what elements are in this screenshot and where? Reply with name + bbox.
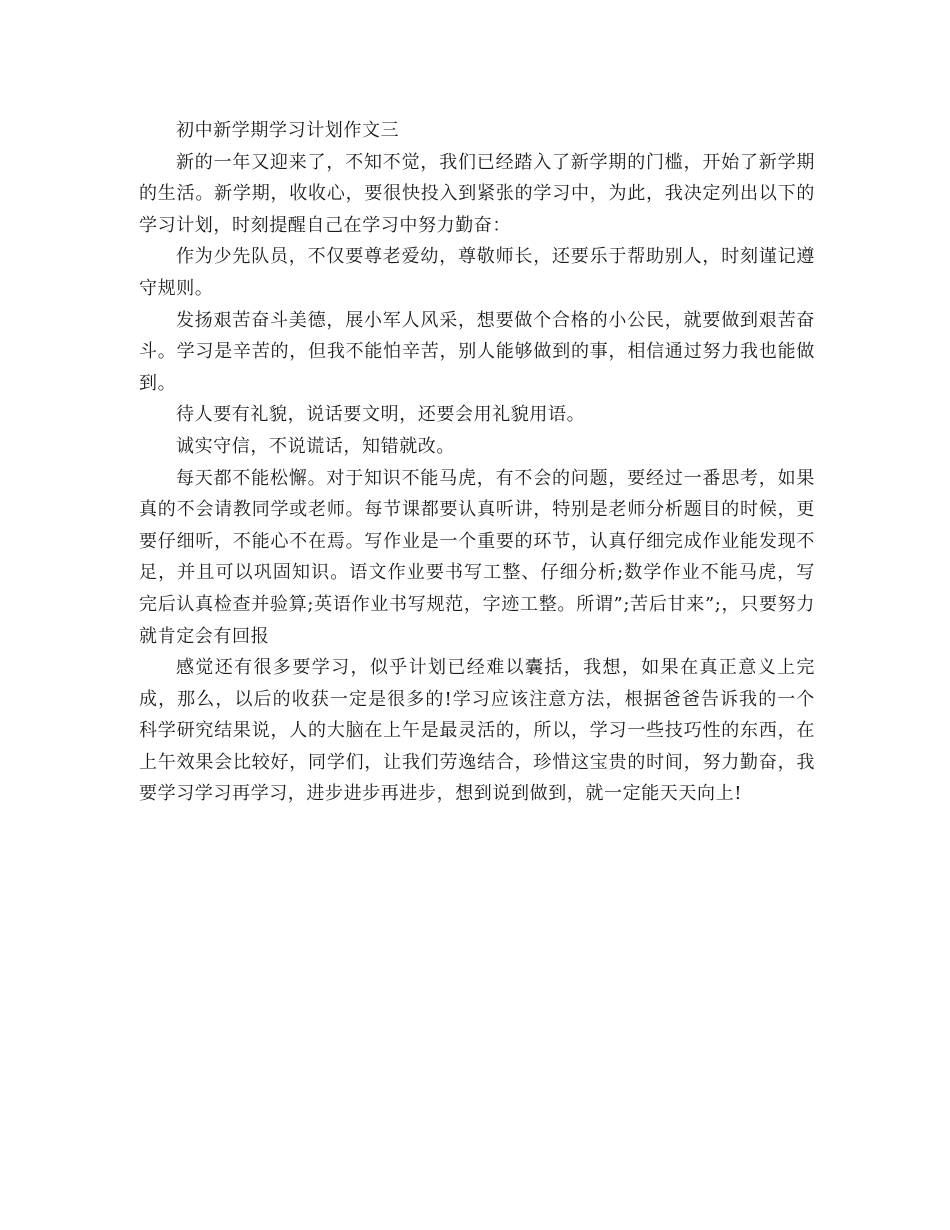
paragraph-4: 待人要有礼貌，说话要文明，还要会用礼貌用语。: [176, 404, 586, 426]
paragraph-6: 每天都不能松懈。对于知识不能马虎，有不会的问题，要经过一番思考，如果真的不会请教同学或老师。每节课都要认真听讲，特别是老师分析题目的时候，更要仔细听，不能心不在焉。写作业是一个重要的环节，认真仔细完成作业能发现不足，并且可以巩固知识。语文作业要书写工整、仔细分析;数学作业不能马虎，写完后认真检查并验算;英语作业书写规范，字迹工整。所谓”;苦后甘来”;，只要努力就肯定会有回报: [139, 467, 815, 647]
document-title: 初中新学期学习计划作文三: [176, 120, 400, 141]
paragraph-3: 发扬艰苦奋斗美德，展小军人风采，想要做个合格的小公民，就要做到艰苦奋斗。学习是辛苦的，但我不能怕辛苦，别人能够做到的事，相信通过努力我也能做到。: [139, 309, 815, 394]
paragraph-1: 新的一年又迎来了，不知不觉，我们已经踏入了新学期的门槛，开始了新学期的生活。新学期，收收心，要很快投入到紧张的学习中，为此，我决定列出以下的学习计划，时刻提醒自己在学习中努力勤奋：: [139, 151, 815, 236]
paragraph-5: 诚实守信，不说谎话，知错就改。: [176, 435, 455, 457]
paragraph-2: 作为少先队员，不仅要尊老爱幼，尊敬师长，还要乐于帮助别人，时刻谨记遵守规则。: [139, 246, 815, 299]
paragraph-7: 感觉还有很多要学习，似乎计划已经难以囊括，我想，如果在真正意义上完成，那么，以后的收获一定是很多的!学习应该注意方法，根据爸爸告诉我的一个科学研究结果说，人的大脑在上午是最灵活的，所以，学习一些技巧性的东西，在上午效果会比较好，同学们，让我们劳逸结合，珍惜这宝贵的时间，努力勤奋，我要学习学习再学习，进步进步再进步，想到说到做到，就一定能天天向上!: [139, 657, 815, 805]
document-body: [139, 115, 815, 810]
